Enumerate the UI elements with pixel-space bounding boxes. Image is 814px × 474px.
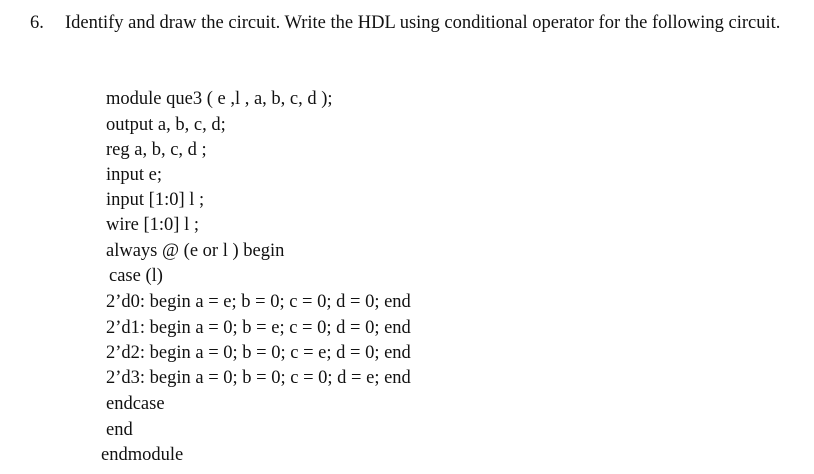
code-line: 2’d1: begin a = 0; b = e; c = 0; d = 0; end — [106, 318, 411, 338]
code-line: case (l) — [109, 266, 163, 286]
code-line: endmodule — [101, 445, 184, 465]
question-text: Identify and draw the circuit. Write the HDL using conditional operator for the following circuit. — [65, 13, 781, 33]
code-line: 2’d3: begin a = 0; b = 0; c = 0; d = e; end — [106, 368, 411, 388]
code-line: reg a, b, c, d ; — [106, 140, 207, 160]
code-line: output a, b, c, d; — [106, 115, 226, 135]
code-line: end — [106, 420, 133, 440]
question-number: 6. — [30, 13, 44, 33]
code-line: module que3 ( e ,l , a, b, c, d ); — [106, 89, 333, 109]
code-line: always @ (e or l ) begin — [106, 241, 285, 261]
code-line: endcase — [106, 394, 165, 414]
code-line: 2’d2: begin a = 0; b = 0; c = e; d = 0; end — [106, 343, 411, 363]
code-line: 2’d0: begin a = e; b = 0; c = 0; d = 0; end — [106, 292, 411, 312]
code-line: input e; — [106, 165, 163, 185]
code-line: input [1:0] l ; — [106, 190, 205, 210]
code-line: wire [1:0] l ; — [106, 215, 199, 235]
